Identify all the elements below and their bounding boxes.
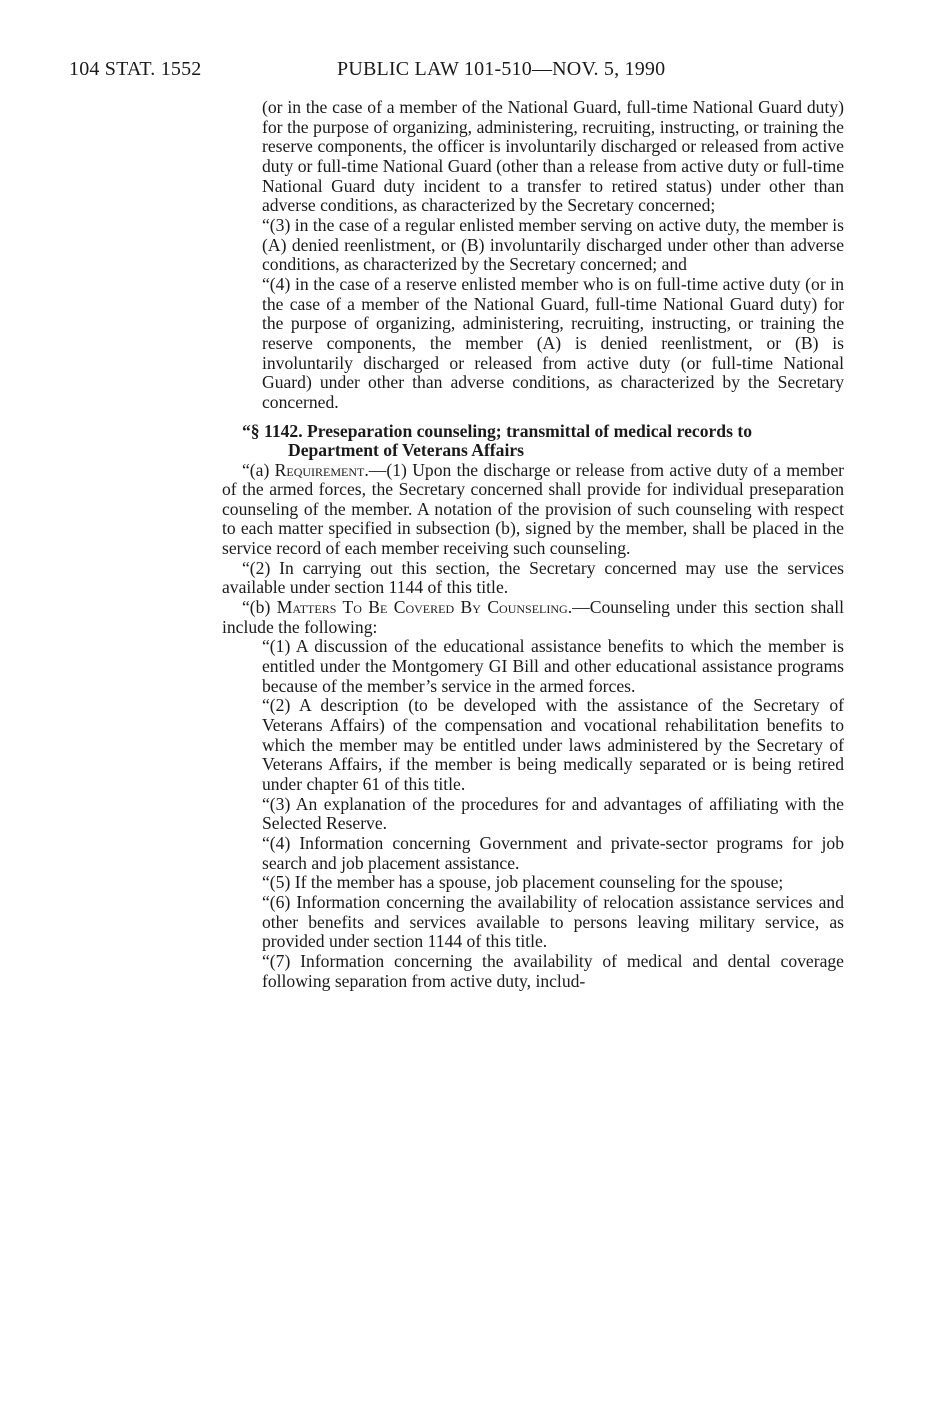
list-item: “(5) If the member has a spouse, job placement counseling for the spouse; — [262, 872, 784, 893]
counseling-matters-list — [222, 637, 844, 991]
list-item: “(4) Information concerning Government and private-sector programs for job search and job placement assistance. — [262, 832, 844, 873]
statute-reference: 104 STAT. 1552 — [69, 58, 202, 80]
subsection-a-text: —(1) Upon the discharge or release from active duty of a member of the armed forces, the Secretary concerned shall provide for individual preseparation counseling of the member. A notation of the provision of such counseling with respect to each matter specified in subsection (b), signed by the member, shall be placed in the service record of each member receiving such counseling. — [222, 459, 845, 559]
list-block-upper — [222, 98, 844, 413]
document-body — [222, 98, 844, 991]
subsection-a-title: Requirement. — [274, 459, 369, 480]
list-item: “(3) An explanation of the procedures for and advantages of affiliating with the Selected Reserve. — [262, 793, 844, 834]
subsection-a — [222, 461, 844, 559]
subsection-b — [222, 598, 844, 637]
public-law-reference: PUBLIC LAW 101-510—NOV. 5, 1990 — [337, 58, 666, 80]
list-item: “(2) A description (to be developed with the assistance of the Secretary of Veterans Affairs) of the compensation and vocational rehabilitation benefits to which the member may be entitled under laws administered by the Secretary of Veterans Affairs, if the member is being medically separated or is being retired under chapter 61 of this title. — [262, 695, 844, 794]
paragraph-continued: (or in the case of a member of the National Guard, full-time National Guard duty) for the purpose of organizing, administering, recruiting, instructing, or training the reserve components, the officer is involuntarily discharged or released from active duty or full-time National Guard (other than a release from active duty or full-time National Guard duty incident to a transfer to retired status) under other than adverse conditions, as characterized by the Secretary concerned; — [262, 97, 844, 216]
list-item: “(7) Information concerning the availability of medical and dental coverage following separation from active duty, includ- — [262, 950, 844, 991]
subsection-b-lead: “(b) — [242, 597, 277, 618]
list-item: “(1) A discussion of the educational assistance benefits to which the member is entitled under the Montgomery GI Bill and other educational assistance programs because of the member’s service in the armed forces. — [262, 636, 844, 696]
paragraph-4: “(4) in the case of a reserve enlisted member who is on full-time active duty (or in the case of a member of the National Guard, full-time National Guard duty) for the purpose of organizing, administering, recruiting, instructing, or training the reserve components, the member (A) is denied reenlistment, or (B) is involuntarily discharged or released from active duty (or full-time National Guard) under other than adverse conditions, as characterized by the Secretary concerned. — [262, 273, 844, 412]
subsection-b-title: Matters To Be Covered By Counseling. — [276, 597, 573, 618]
paragraph-3: “(3) in the case of a regular enlisted member serving on active duty, the member is (A) denied reenlistment, or (B) involuntarily discharged under other than adverse conditions, as characterized by the Secretary concerned; and — [262, 214, 844, 275]
running-head — [69, 58, 849, 82]
subsection-a-paragraph-2: “(2) In carrying out this section, the Secretary concerned may use the services available under section 1144 of this title. — [222, 557, 844, 598]
subsection-a-lead: “(a) — [242, 459, 275, 480]
subsection-b-text: —Counseling under this section shall include the following: — [222, 597, 844, 637]
list-item: “(6) Information concerning the availability of relocation assistance services and other benefits and services available to persons leaving military service, as provided under section 1144 of this title. — [262, 891, 844, 952]
section-heading: “§ 1142. Preseparation counseling; transmittal of medical records to Department of Veterans Affairs — [242, 420, 752, 460]
